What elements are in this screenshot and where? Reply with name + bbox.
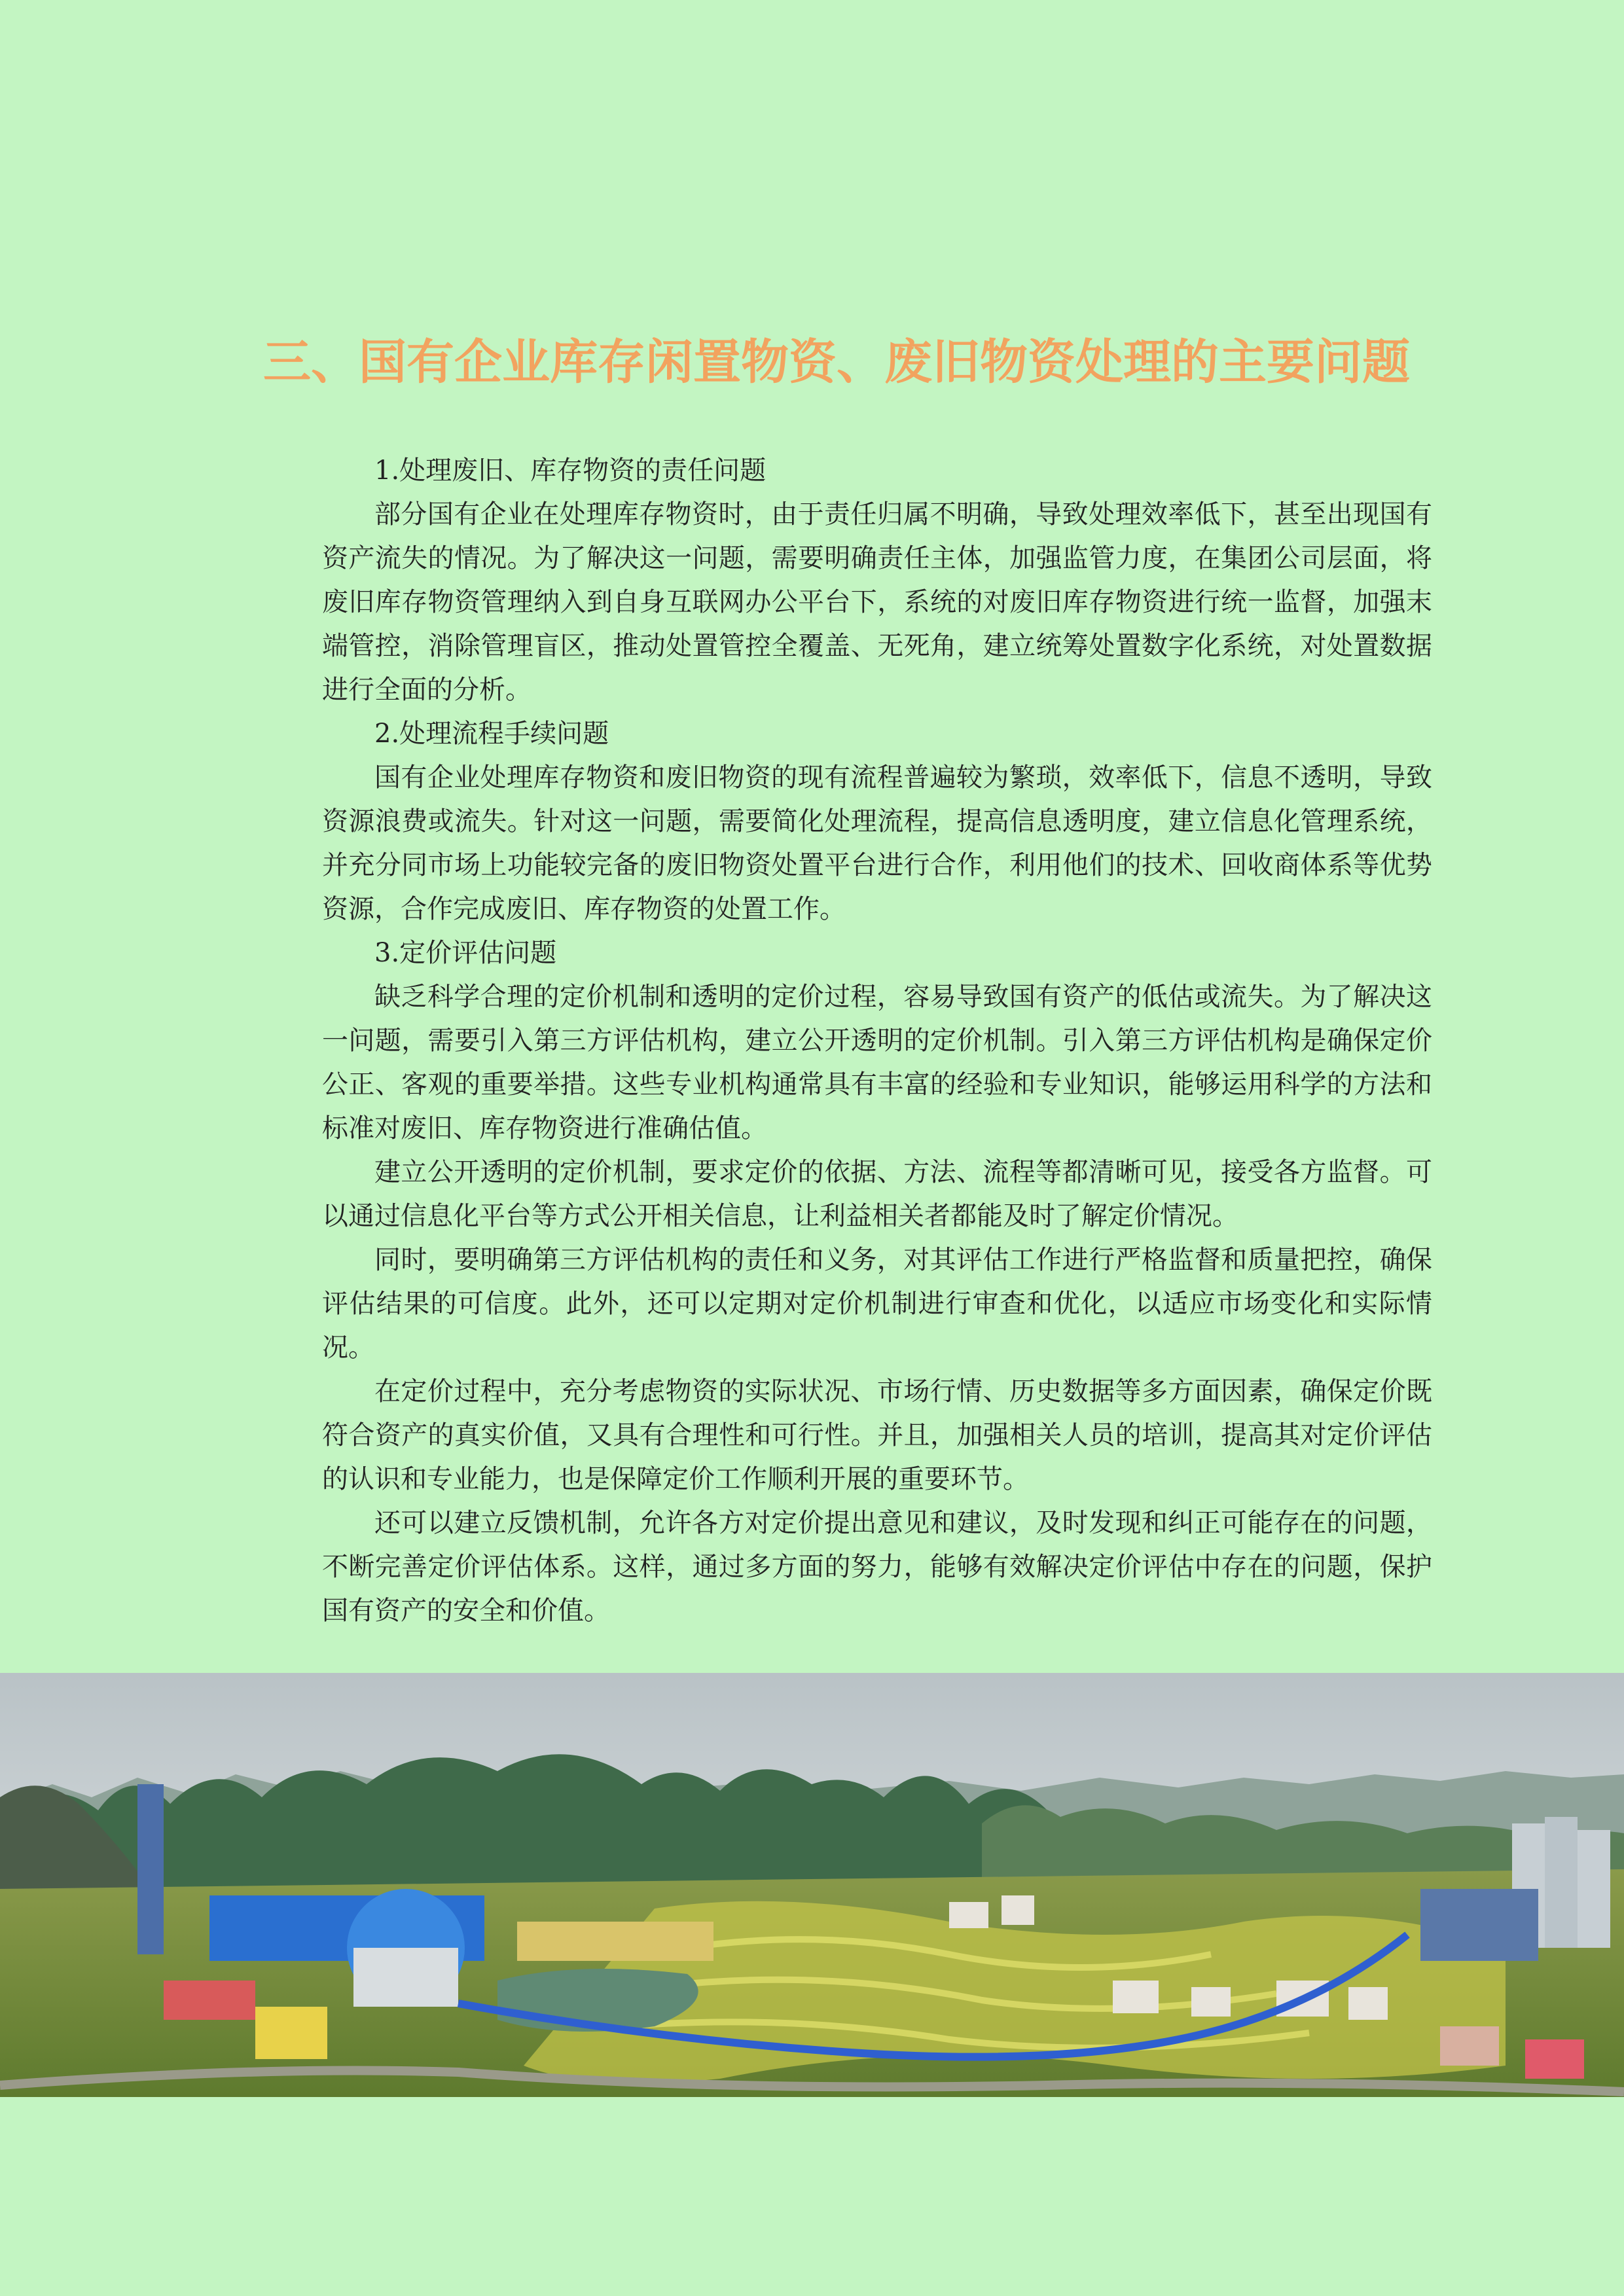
silo-right-2 <box>1545 1817 1578 1948</box>
body-text <box>322 449 1432 1633</box>
paragraph-responsibility: 部分国有企业在处理库存物资时，由于责任归属不明确，导致处理效率低下，甚至出现国有资产流失的情况。为了解决这一问题，需要明确责任主体，加强监管力度，在集团公司层面，将废旧库存物资管理纳入到自身互联网办公平台下，系统的对废旧库存物资进行统一监督，加强末端管控，消除管理盲区，推动处置管控全覆盖、无死角，建立统筹处置数字化系统，对处置数据进行全面的分析。 <box>322 499 1432 705</box>
building-red <box>164 1981 255 2020</box>
paragraph-pricing-3: 同时，要明确第三方评估机构的责任和义务，对其评估工作进行严格监督和质量把控，确保评估结果的可信度。此外，还可以定期对定价机制进行审查和优化，以适应市场变化和实际情况。 <box>322 1245 1432 1363</box>
section-heading-responsibility: 1.处理废旧、库存物资的责任问题 <box>374 456 767 486</box>
page-title: 三、国有企业库存闲置物资、废旧物资处理的主要问题 <box>263 334 1410 390</box>
section-heading-process: 2.处理流程手续问题 <box>374 719 609 749</box>
buildings-row <box>517 1922 713 1961</box>
building-yellow <box>255 2007 327 2059</box>
section-heading-pricing: 3.定价评估问题 <box>374 938 557 968</box>
paragraph-pricing-1: 缺乏科学合理的定价机制和透明的定价过程，容易导致国有资产的低估或流失。为了解决这一问题，需要引入第三方评估机构，建立公开透明的定价机制。引入第三方评估机构是确保定价公正、客观的重要举措。这些专业机构通常具有丰富的经验和专业知识，能够运用科学的方法和标准对废旧、库存物资进行准确估值。 <box>322 982 1432 1143</box>
paragraph-pricing-2: 建立公开透明的定价机制，要求定价的依据、方法、流程等都清晰可见，接受各方监督。可以通过信息化平台等方式公开相关信息，让利益相关者都能及时了解定价情况。 <box>322 1157 1432 1231</box>
tower-left <box>137 1784 164 1954</box>
silo-base <box>353 1948 458 2007</box>
paragraph-pricing-5: 还可以建立反馈机制，允许各方对定价提出意见和建议，及时发现和纠正可能存在的问题，不断完善定价评估体系。这样，通过多方面的努力，能够有效解决定价评估中存在的问题，保护国有资产的安全和价值。 <box>322 1508 1432 1626</box>
paragraph-pricing-4: 在定价过程中，充分考虑物资的实际状况、市场行情、历史数据等多方面因素，确保定价既符合资产的真实价值，又具有合理性和可行性。并且，加强相关人员的培训，提高其对定价评估的认识和专业能力，也是保障定价工作顺利开展的重要环节。 <box>322 1376 1432 1494</box>
paragraph-process: 国有企业处理库存物资和废旧物资的现有流程普遍较为繁琐，效率低下，信息不透明，导致资源浪费或流失。针对这一问题，需要简化处理流程，提高信息透明度，建立信息化管理系统，并充分同市场上功能较完备的废旧物资处置平台进行合作，利用他们的技术、回收商体系等优势资源，合作完成废旧、库存物资的处置工作。 <box>322 762 1432 924</box>
panorama-photo <box>0 1673 1624 2097</box>
plant-right <box>1420 1889 1538 1961</box>
silo-right-3 <box>1578 1830 1610 1948</box>
